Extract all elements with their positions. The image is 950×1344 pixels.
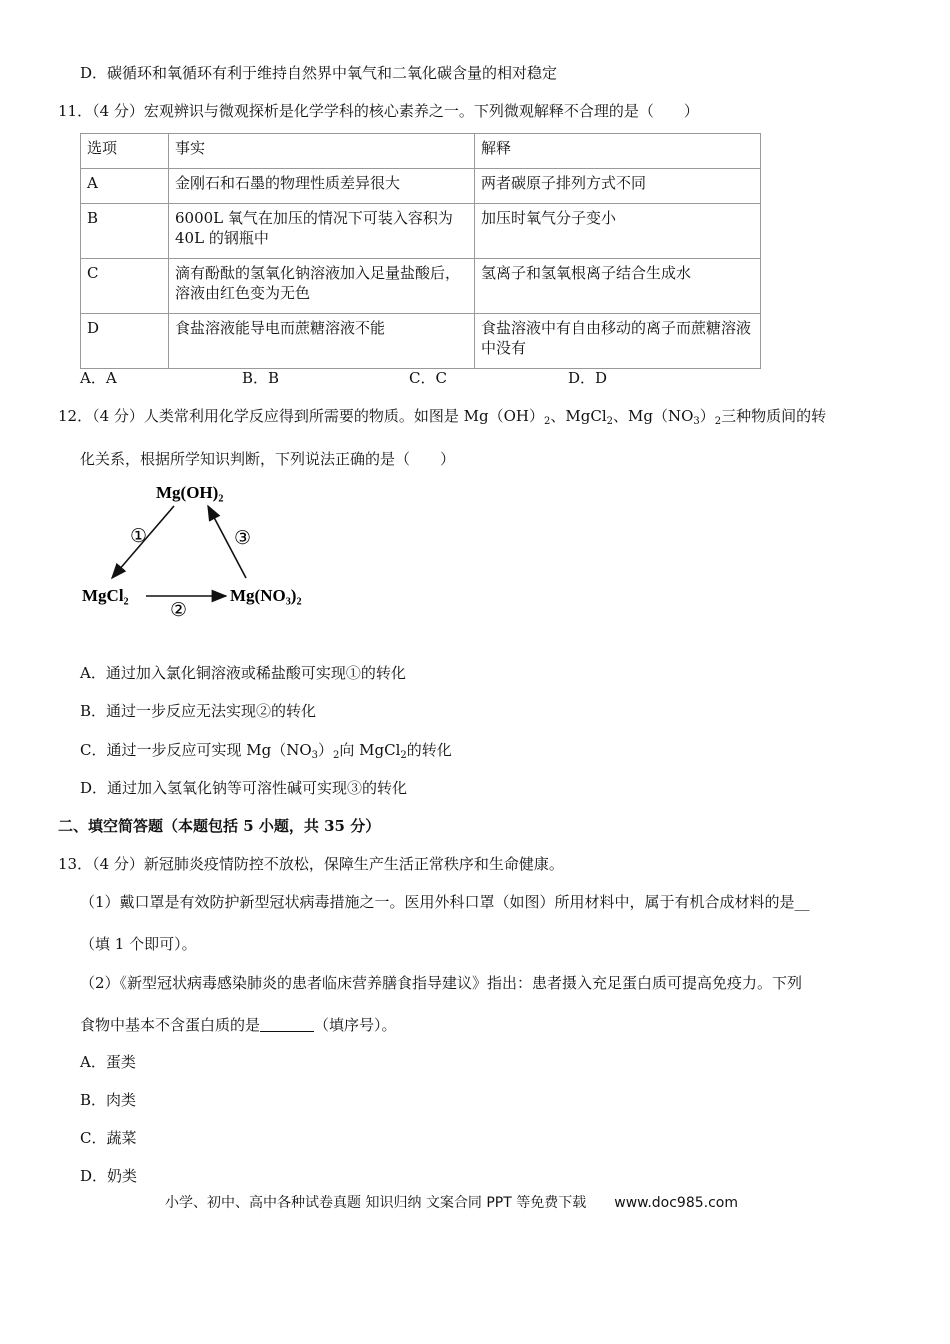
table-cell: 6000L 氧气在加压的情况下可装入容积为40L 的钢瓶中	[169, 204, 475, 259]
stem-text: 、MgCl	[550, 407, 607, 425]
q11-table	[80, 133, 761, 369]
table-cell: 食盐溶液中有自由移动的离子而蔗糖溶液中没有	[475, 314, 761, 369]
footer-url[interactable]: www.doc985.com	[614, 1195, 738, 1211]
q12-stem-line2: 化关系，根据所学知识判断，下列说法正确的是（ ）	[80, 450, 456, 468]
subscript: 2	[400, 750, 407, 761]
option-c: C．C	[409, 369, 447, 387]
q13-option-c: C．蔬菜	[80, 1129, 137, 1147]
mg-no3-2-label: Mg(NO₃)₂	[230, 586, 302, 605]
subscript: 2	[714, 416, 722, 427]
table-cell: 滴有酚酞的氢氧化钠溶液加入足量盐酸后，溶液由红色变为无色	[169, 259, 475, 314]
table-cell: D	[81, 314, 169, 369]
header-cell: 事实	[169, 134, 475, 169]
answer-blank	[260, 1017, 314, 1032]
q12-option-b: B．通过一步反应无法实现②的转化	[80, 702, 317, 720]
q11-stem: 11．（4 分）宏观辨识与微观探析是化学学科的核心素养之一。下列微观解释不合理的是（ ）	[58, 102, 699, 120]
q11-options	[80, 368, 607, 388]
table-row	[81, 314, 761, 369]
table-row	[81, 259, 761, 314]
stem-text: 、Mg（NO	[613, 407, 694, 425]
question-text: 食物中基本不含蛋白质的是	[80, 1016, 261, 1034]
page-footer	[165, 1192, 738, 1212]
option-a: A．A	[80, 369, 117, 387]
table-cell: 两者碳原子排列方式不同	[475, 169, 761, 204]
subscript: 2	[333, 750, 340, 761]
q13-option-b: B．肉类	[80, 1091, 137, 1109]
table-cell: 氢离子和氢氧根离子结合生成水	[475, 259, 761, 314]
q12-stem-line1	[58, 406, 826, 432]
table-header-row	[81, 134, 761, 169]
subscript: 2	[606, 416, 614, 427]
q12-option-c	[80, 740, 452, 766]
mgcl2-label: MgCl₂	[82, 586, 129, 605]
question-text: （填序号）。	[314, 1016, 397, 1034]
header-cell: 解释	[475, 134, 761, 169]
option-b: B．B	[242, 369, 280, 387]
option-text: 的转化	[406, 741, 452, 759]
option-d: D．D	[568, 369, 608, 387]
footer-text: 小学、初中、高中各种试卷真题 知识归纳 文案合同 PPT 等免费下载	[165, 1195, 587, 1211]
table-cell: 金刚石和石墨的物理性质差异很大	[169, 169, 475, 204]
reaction-3-label: ③	[234, 528, 252, 549]
subscript: 3	[311, 750, 319, 761]
reaction-1-label: ①	[130, 526, 148, 547]
table-cell: 加压时氧气分子变小	[475, 204, 761, 259]
q13-part1-line1: （1）戴口罩是有效防护新型冠状病毒措施之一。医用外科口罩（如图）所用材料中，属于有机合成材料的是__	[80, 893, 810, 911]
mg-oh2-label: Mg(OH)₂	[156, 483, 224, 502]
table-cell: C	[81, 259, 169, 314]
subscript: 2	[544, 416, 551, 427]
q13-option-d: D．奶类	[80, 1167, 138, 1185]
q13-part1-line2: （填 1 个即可）。	[80, 935, 197, 953]
table-cell: 食盐溶液能导电而蔗糖溶液不能	[169, 314, 475, 369]
q12-option-d: D．通过加入氢氧化钠等可溶性碱可实现③的转化	[80, 779, 408, 797]
stem-text: 三种物质间的转	[721, 407, 827, 425]
table-cell: A	[81, 169, 169, 204]
stem-text: 12．（4 分）人类常利用化学反应得到所需要的物质。如图是 Mg（OH）	[58, 407, 545, 425]
subscript: 3	[693, 416, 700, 427]
reaction-2-label: ②	[170, 600, 188, 621]
q13-option-a: A．蛋类	[80, 1053, 136, 1071]
table-row	[81, 204, 761, 259]
option-text: ）	[318, 741, 334, 759]
q12-conversion-diagram	[76, 476, 326, 626]
section-2-heading: 二、填空简答题（本题包括 5 小题，共 35 分）	[58, 817, 381, 835]
stem-text: ）	[699, 407, 715, 425]
option-text: C．通过一步反应可实现 Mg（NO	[80, 741, 312, 759]
option-text: 向 MgCl	[339, 741, 401, 759]
header-cell: 选项	[81, 134, 169, 169]
table-cell: B	[81, 204, 169, 259]
q12-option-a: A．通过加入氯化铜溶液或稀盐酸可实现①的转化	[80, 664, 406, 682]
q13-part2-line1: （2）《新型冠状病毒感染肺炎的患者临床营养膳食指导建议》指出：患者摄入充足蛋白质可提高免疫力。下列	[80, 974, 803, 992]
table-row	[81, 169, 761, 204]
q13-part2-line2	[80, 1015, 397, 1035]
q13-stem: 13．（4 分）新冠肺炎疫情防控不放松，保障生产生活正常秩序和生命健康。	[58, 855, 564, 873]
q10-option-d: D．碳循环和氧循环有利于维持自然界中氧气和二氧化碳含量的相对稳定	[80, 64, 558, 82]
